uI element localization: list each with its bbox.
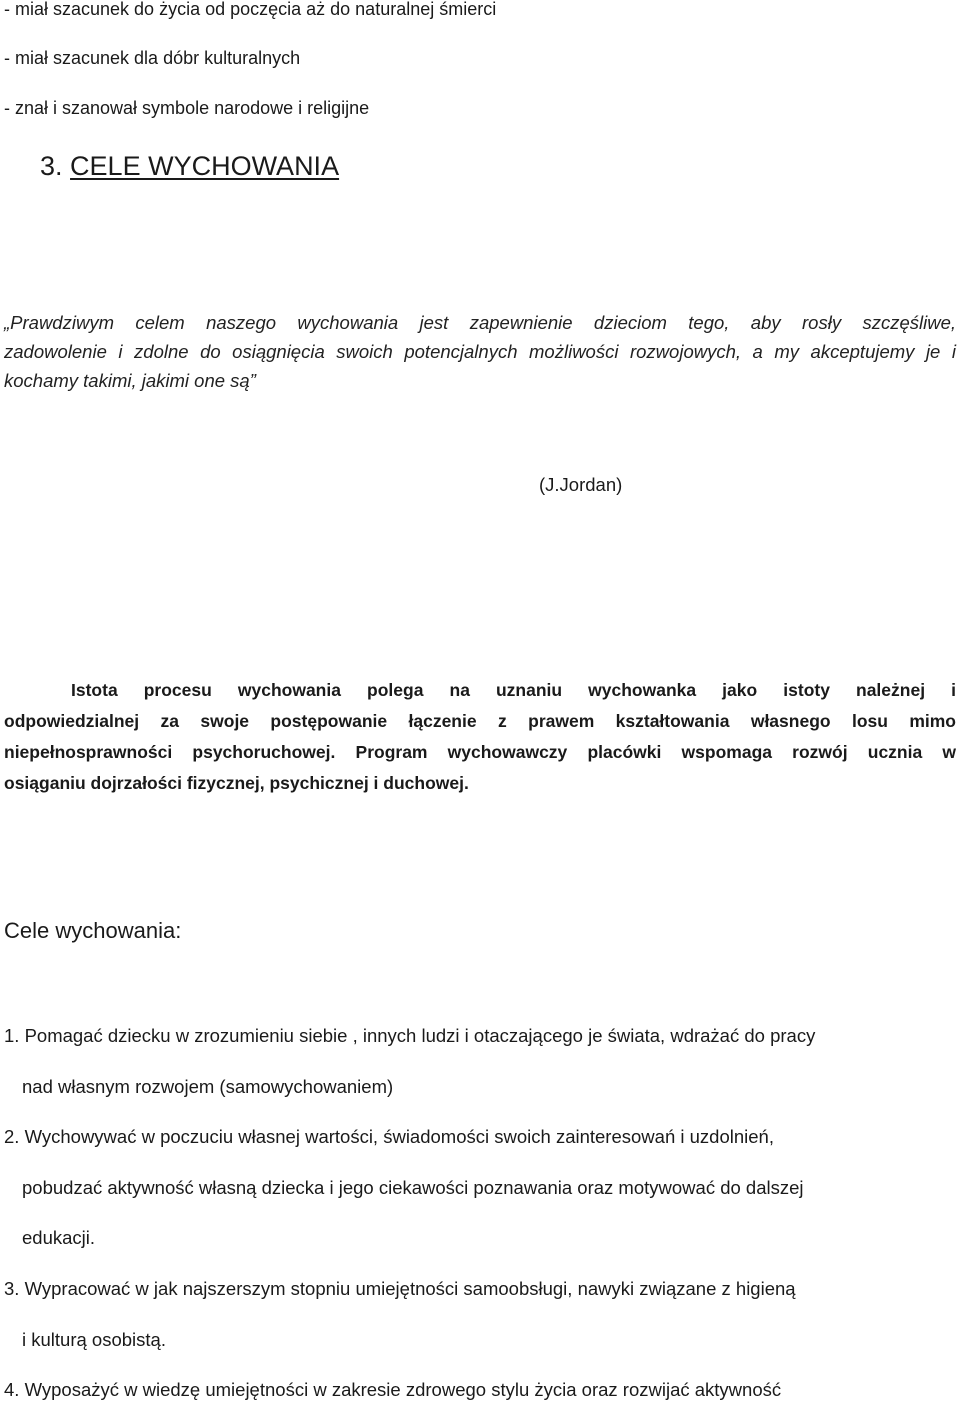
essence-line: niepełnosprawności psychoruchowej. Program wychowawczy placówki wspomaga rozwój ucznia w bbox=[4, 742, 956, 762]
motto-quote bbox=[4, 308, 956, 395]
goal-item-1-cont: nad własnym rozwojem (samowychowaniem) bbox=[22, 1076, 394, 1097]
quote-line: kochamy takimi, jakimi one są” bbox=[4, 370, 256, 391]
goal-item-2: 2. Wychowywać w poczuciu własnej wartości, świadomości swoich zainteresowań i uzdolnień, bbox=[4, 1126, 774, 1147]
quote-line: zadowolenie i zdolne do osiągnięcia swoich potencjalnych możliwości rozwojowych, a my akceptujemy je i bbox=[4, 341, 956, 362]
goal-item-4: 4. Wyposażyć w wiedzę umiejętności w zakresie zdrowego stylu życia oraz rozwijać aktywność bbox=[4, 1379, 782, 1400]
essence-line: Istota procesu wychowania polega na uznaniu wychowanka jako istoty należnej i bbox=[71, 680, 956, 700]
quote-line: „Prawdziwym celem naszego wychowania jest zapewnienie dzieciom tego, aby rosły szczęśliwe, bbox=[4, 312, 956, 333]
goal-item-2-cont: pobudzać aktywność własną dziecka i jego ciekawości poznawania oraz motywować do dalszej bbox=[22, 1177, 804, 1198]
goal-item-3: 3. Wypracować w jak najszerszym stopniu umiejętności samoobsługi, nawyki związane z higieną bbox=[4, 1278, 796, 1299]
essence-line: odpowiedzialnej za swoje postępowanie łączenie z prawem kształtowania własnego losu mimo bbox=[4, 711, 956, 731]
essence-paragraph bbox=[4, 675, 956, 799]
bullet-respect-culture: - miał szacunek dla dóbr kulturalnych bbox=[4, 48, 301, 68]
quote-author: (J.Jordan) bbox=[539, 474, 623, 495]
goal-item-1: 1. Pomagać dziecku w zrozumieniu siebie , innych ludzi i otaczającego je świata, wdrażać do pracy bbox=[4, 1025, 816, 1046]
section-heading bbox=[40, 150, 339, 182]
section-title: CELE WYCHOWANIA bbox=[70, 151, 340, 181]
bullet-respect-life: - miał szacunek do życia od poczęcia aż do naturalnej śmierci bbox=[4, 0, 497, 19]
goal-item-3-cont: i kulturą osobistą. bbox=[22, 1329, 166, 1350]
goals-heading: Cele wychowania: bbox=[4, 918, 182, 943]
bullet-national-symbols: - znał i szanował symbole narodowe i religijne bbox=[4, 98, 370, 118]
essence-line: osiąganiu dojrzałości fizycznej, psychicznej i duchowej. bbox=[4, 773, 469, 793]
goal-item-2-cont: edukacji. bbox=[22, 1227, 96, 1248]
section-number: 3. bbox=[40, 151, 63, 181]
